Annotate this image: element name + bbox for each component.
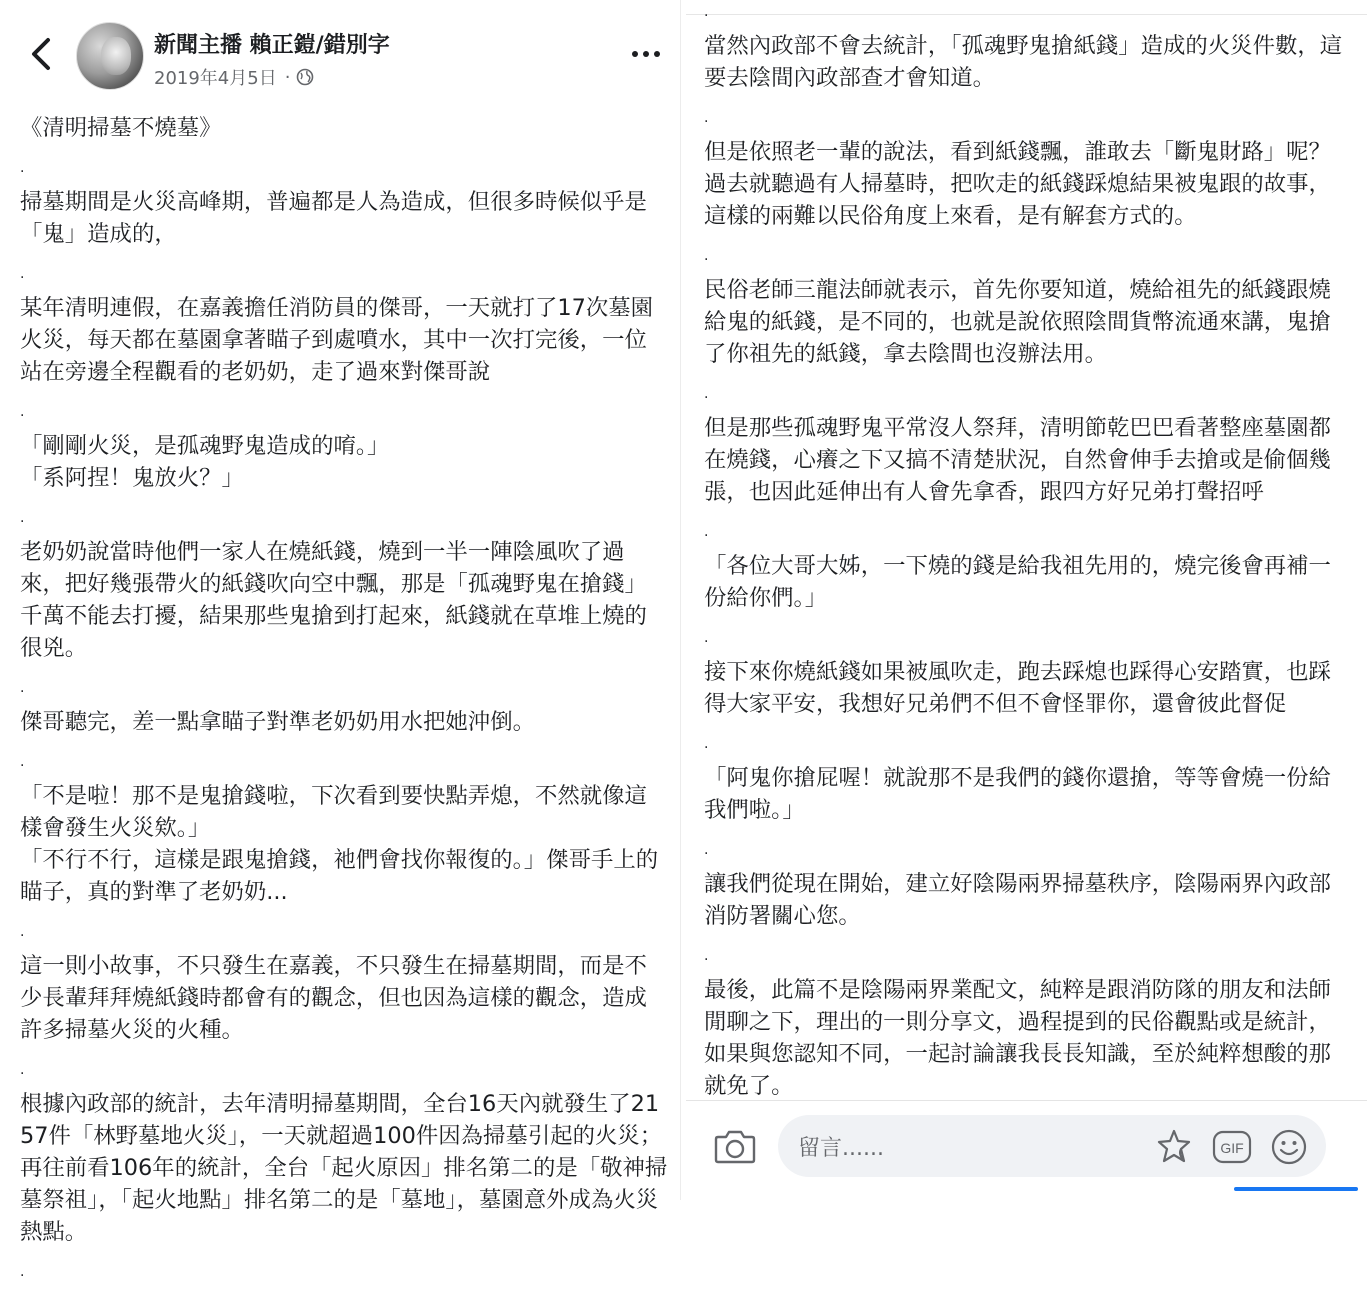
post-date[interactable]: 2019年4月5日 (154, 68, 277, 89)
post-paragraph: 讓我們從現在開始，建立好陰陽兩界掃墓秩序，陰陽兩界內政部消防署關心您。 (704, 871, 1331, 929)
camera-icon (714, 1127, 756, 1165)
emoji-button[interactable] (1270, 1128, 1308, 1166)
post-paragraph: 老奶奶說當時他們一家人在燒紙錢，燒到一半一陣陰風吹了過來，把好幾張帶火的紙錢吹向空中飄，那是「孤魂野鬼在搶錢」千萬不能去打擾，結果那些鬼搶到打起來，紙錢就在草堆上燒的很兇。 (20, 539, 647, 661)
camera-button[interactable] (714, 1127, 756, 1165)
post-paragraph: 但是那些孤魂野鬼平常沒人祭拜，清明節乾巴巴看著整座墓園都在燒錢，心癢之下又搞不清楚狀況，自然會伸手去搶或是偷個幾張，也因此延伸出有人會先拿香，跟四方好兄弟打聲招呼 (704, 415, 1331, 505)
meta-separator: · (284, 66, 291, 88)
back-button[interactable] (26, 36, 56, 72)
dot-separator: . (704, 524, 709, 540)
more-dots-icon (632, 51, 638, 57)
dot-separator: . (704, 948, 709, 964)
dot-separator: . (20, 680, 25, 696)
dot-separator: . (20, 1062, 25, 1078)
globe-icon (296, 68, 314, 86)
right-column (686, 0, 1367, 1200)
avatar[interactable] (76, 22, 144, 90)
post-paragraph: 「不是啦！那不是鬼搶錢啦，下次看到要快點弄熄，不然就像這樣會發生火災欸。」 「不行不行，這樣是跟鬼搶錢，祂們會找你報復的。」傑哥手上的瞄子，真的對準了老奶奶... (20, 783, 659, 905)
post-paragraph: 傑哥聽完，差一點拿瞄子對準老奶奶用水把她沖倒。 (20, 709, 535, 735)
gif-button[interactable] (1212, 1129, 1252, 1165)
post-paragraph: 根據內政部的統計，去年清明掃墓期間，全台16天內就發生了2157件「林野墓地火災」，一天就超過100件因為掃墓引起的火災；再往前看106年的統計，全台「起火原因」排名第二的是「敬神掃墓祭祖」，「起火地點」排名第二的是「墓地」，墓園意外成為火災熱點。 (20, 1091, 668, 1245)
post-header (0, 22, 680, 92)
post-meta (154, 64, 314, 90)
dot-separator: . (20, 1264, 25, 1280)
post-paragraph: 「阿鬼你搶屁喔！就說那不是我們的錢你還搶，等等會燒一份給我們啦。」 (704, 765, 1331, 823)
post-paragraph: 最後，此篇不是陰陽兩界業配文，純粹是跟消防隊的朋友和法師閒聊之下，理出的一則分享文，過程提到的民俗觀點或是統計，如果與您認知不同，一起討論讓我長長知識，至於純粹想酸的那就免了。 (704, 977, 1331, 1099)
emoji-icon (1270, 1128, 1308, 1166)
dot-separator: . (704, 842, 709, 858)
dot-separator: . (20, 160, 25, 176)
dot-separator: . (704, 110, 709, 126)
dot-separator: . (20, 754, 25, 770)
dot-separator: . (704, 630, 709, 646)
sticker-icon (1156, 1128, 1192, 1166)
dot-separator: . (704, 386, 709, 402)
dot-separator: . (704, 4, 709, 20)
left-column (0, 0, 680, 1280)
dot-separator: . (704, 736, 709, 752)
dot-separator: . (20, 510, 25, 526)
comment-placeholder: 留言...... (798, 1136, 884, 1161)
more-button[interactable] (628, 42, 664, 66)
post-paragraph: 民俗老師三龍法師就表示，首先你要知道，燒給祖先的紙錢跟燒給鬼的紙錢，是不同的，也就是說依照陰間貨幣流通來講，鬼搶了你祖先的紙錢，拿去陰間也沒辦法用。 (704, 277, 1331, 367)
post-paragraph: 掃墓期間是火災高峰期，普遍都是人為造成，但很多時候似乎是「鬼」造成的， (20, 189, 647, 247)
dot-separator: . (20, 924, 25, 940)
post-paragraph: 但是依照老一輩的說法，看到紙錢飄，誰敢去「斷鬼財路」呢？過去就聽過有人掃墓時，把吹走的紙錢踩熄結果被鬼跟的故事，這樣的兩難以民俗角度上來看，是有解套方式的。 (704, 139, 1331, 229)
post-title: 《清明掃墓不燒墓》 (20, 115, 222, 141)
post-paragraph: 某年清明連假，在嘉義擔任消防員的傑哥，一天就打了17次墓園火災，每天都在墓園拿著瞄子到處噴水，其中一次打完後，一位站在旁邊全程觀看的老奶奶，走了過來對傑哥說 (20, 295, 654, 385)
gif-icon (1212, 1129, 1252, 1165)
post-paragraph: 這一則小故事，不只發生在嘉義，不只發生在掃墓期間，而是不少長輩拜拜燒紙錢時都會有的觀念，但也因為這樣的觀念，造成許多掃墓火災的火種。 (20, 953, 647, 1043)
page-name[interactable]: 新聞主播 賴正鎧/錯別字 (154, 33, 390, 58)
dot-separator: . (20, 266, 25, 282)
comment-bar (686, 1100, 1367, 1201)
post-paragraph: 「各位大哥大姊，一下燒的錢是給我祖先用的，燒完後會再補一份給你們。」 (704, 553, 1331, 611)
sticker-button[interactable] (1156, 1128, 1192, 1166)
post-text-right (704, 4, 1349, 1118)
post-text-left (20, 112, 668, 1290)
home-indicator (1234, 1187, 1358, 1191)
dot-separator: . (20, 404, 25, 420)
post-paragraph: 接下來你燒紙錢如果被風吹走，跑去踩熄也踩得心安踏實，也踩得大家平安，我想好兄弟們不但不會怪罪你，還會彼此督促 (704, 659, 1331, 717)
post-paragraph: 當然內政部不會去統計，「孤魂野鬼搶紙錢」造成的火災件數，這要去陰間內政部查才會知道。 (704, 33, 1343, 91)
dot-separator: . (704, 248, 709, 264)
gif-label: GIF (1220, 1140, 1244, 1156)
post-paragraph: 「剛剛火災，是孤魂野鬼造成的唷。」 「系阿捏！鬼放火？」 (20, 433, 390, 491)
chevron-left-icon (26, 36, 56, 72)
